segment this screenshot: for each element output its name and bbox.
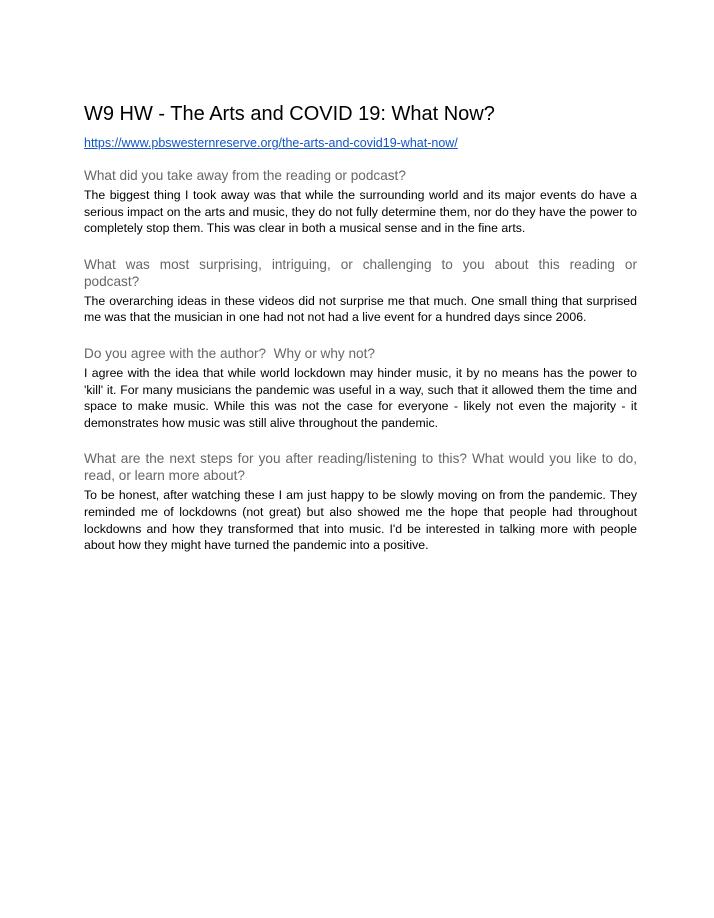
- answer-paragraph: The overarching ideas in these videos did not surprise me that much. One small thing that surprised me was that the musician in one had not not had a live event for a hundred days since 2006.: [84, 293, 637, 325]
- question-heading: What was most surprising, intriguing, or challenging to you about this reading or podcast?: [84, 256, 637, 289]
- document-body: [84, 101, 637, 573]
- question-heading: What are the next steps for you after reading/listening to this? What would you like to do, read, or learn more about?: [84, 451, 637, 484]
- section-surprising: [84, 256, 637, 326]
- question-heading: What did you take away from the reading or podcast?: [84, 168, 406, 183]
- section-agree: [84, 345, 637, 431]
- section-takeaway: [84, 167, 637, 237]
- answer-paragraph: The biggest thing I took away was that while the surrounding world and its major events do have a serious impact on the arts and music, they do not fully determine them, nor do they have the power to completely stop them. This was clear in both a musical sense and in the fine arts.: [84, 188, 637, 236]
- answer-paragraph: To be honest, after watching these I am just happy to be slowly moving on from the pandemic. They reminded me of lockdowns (not great) but also showed me the hope that people had throughout lockdowns and how they transformed that into music. I'd be interested in talking more with people about how they might have turned the pandemic into a positive.: [84, 488, 637, 553]
- section-next-steps: [84, 450, 637, 553]
- source-link[interactable]: https://www.pbswesternreserve.org/the-arts-and-covid19-what-now/: [84, 136, 458, 150]
- document-title: W9 HW - The Arts and COVID 19: What Now?: [84, 103, 495, 125]
- question-heading: Do you agree with the author? Why or why not?: [84, 345, 375, 361]
- answer-paragraph: I agree with the idea that while world lockdown may hinder music, it by no means has the power to 'kill' it. For many musicians the pandemic was useful in a way, such that it allowed them the time and space to make music. While this was not the case for everyone - likely not even the majority - it demonstrates how music was still alive throughout the pandemic.: [84, 365, 637, 430]
